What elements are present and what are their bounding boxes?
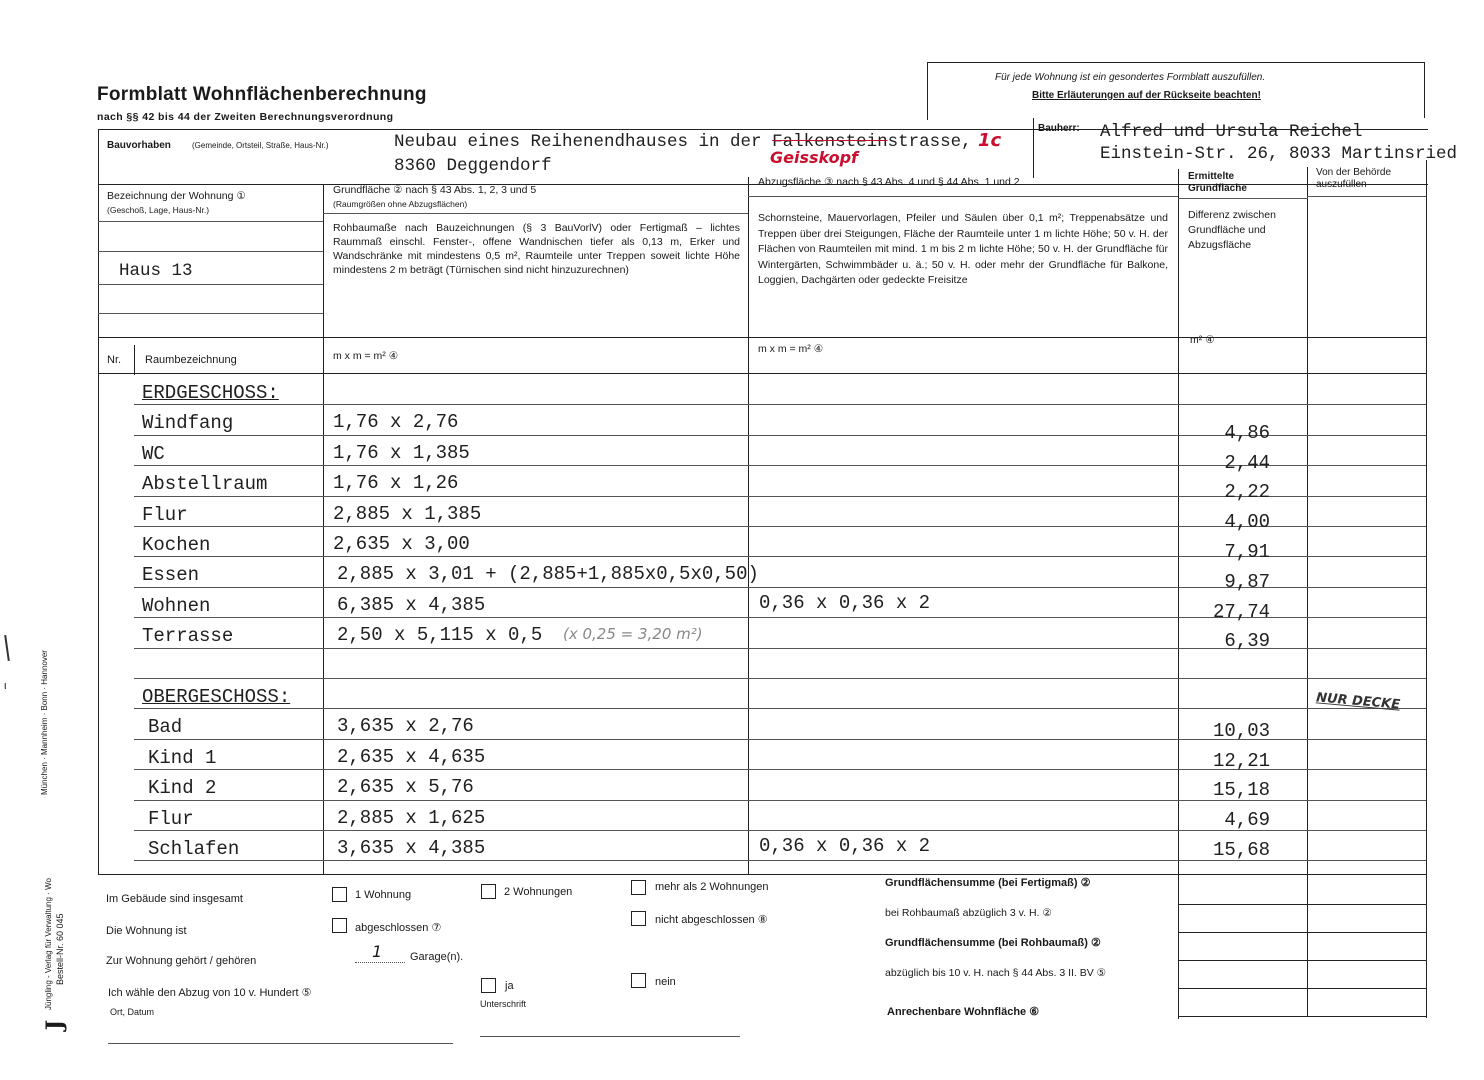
room-name: Kochen: [142, 534, 211, 556]
bauherr-address: Einstein-Str. 26, 8033 Martinsried: [1100, 144, 1458, 164]
sum-fertig-label: Grundflächensumme (bei Fertigmaß) ②: [885, 877, 1091, 889]
grund-header-line: [323, 213, 748, 214]
room-name: Kind 1: [148, 746, 217, 769]
behoerde-header-line: [1307, 196, 1426, 197]
col-divider-behoerde: [1307, 167, 1308, 1017]
gebaeude-label: Im Gebäude sind insgesamt: [106, 893, 243, 905]
area-value: 15,68: [1212, 839, 1270, 861]
notice-box-top: [927, 62, 1425, 63]
wohnung-line-2: [98, 251, 323, 252]
checkbox-2-wohnungen[interactable]: [481, 884, 496, 899]
abzug-calc: 0,36 x 0,36 x 2: [759, 835, 931, 857]
checkbox-nicht-abgeschlossen[interactable]: [631, 911, 646, 926]
grund-calc: 6,385 x 4,385: [337, 593, 486, 616]
grund-calc: 2,885 x 1,625: [337, 806, 486, 829]
area-value: 2,22: [1224, 481, 1270, 504]
wohnung-line-1: [98, 221, 323, 222]
summary-line-1: [1178, 904, 1426, 905]
hdr-raum: Raumbezeichnung: [145, 354, 237, 366]
grund-calc: 2,50 x 5,115 x 0,5: [337, 624, 543, 647]
opt-abgeschlossen: abgeschlossen ⑦: [355, 922, 442, 934]
summary-line-4: [1178, 988, 1426, 989]
checkbox-abgeschlossen[interactable]: [332, 918, 347, 933]
publisher-cities: München · Mannheim · Bonn · Hannover: [40, 650, 49, 795]
room-name: Schlafen: [148, 838, 240, 860]
area-value: 2,44: [1224, 451, 1270, 474]
notice-text-2: Bitte Erläuterungen auf der Rückseite beachten!: [1032, 90, 1261, 101]
notice-text-1: Für jede Wohnung ist ein gesondertes Formblatt auszufüllen.: [995, 72, 1266, 83]
room-name: Flur: [142, 503, 188, 526]
unterschrift-line: [480, 1036, 740, 1037]
area-value: 4,86: [1224, 421, 1270, 444]
opt-1-wohnung: 1 Wohnung: [355, 889, 412, 901]
bauvorhaben-line1-end: strasse,: [887, 132, 972, 152]
hdr-nr: Nr.: [107, 354, 122, 366]
bauvorhaben-label: Bauvorhaben: [107, 140, 171, 151]
floor-heading: ERDGESCHOSS:: [142, 382, 279, 404]
table-bottom-line: [98, 874, 1426, 875]
opt-nein: nein: [655, 976, 676, 988]
garage-count-line: [355, 962, 405, 963]
area-value: 4,00: [1224, 511, 1270, 534]
checkbox-ja[interactable]: [481, 978, 496, 993]
grund-calc: 3,635 x 4,385: [337, 837, 486, 859]
bauvorhaben-handwritten-number: 1c: [978, 130, 1002, 151]
col-grund-label: Grundfläche ② nach § 43 Abs. 1, 2, 3 und 5: [333, 184, 537, 196]
grund-calc: 3,635 x 2,76: [337, 715, 474, 738]
opt-ja: ja: [505, 980, 514, 992]
area-value: 9,87: [1224, 570, 1270, 593]
col-grund-text: Rohbaumaße nach Bauzeichnungen (§ 3 BauVorlV) oder Fertigmaß – lichtes Raummaß einschl. Fenster-, offene Wandnischen tiefer als 0,13 m, Erker und Wandschränke mit mindestens 0,5 m², Raumteile unter Treppen soweit lichte Höhe mindestens 2 m beträgt (Türnischen sind nicht hinzuzurechnen): [333, 222, 740, 276]
row-line: [134, 708, 1426, 709]
col-wohnung-label: Bezeichnung der Wohnung ①: [107, 190, 246, 202]
hdr-mxm-grund: m x m = m² ④: [333, 350, 399, 362]
nr-divider: [134, 345, 135, 375]
area-value: 12,21: [1212, 749, 1270, 772]
grund-calc: 2,635 x 3,00: [333, 533, 470, 555]
room-name: WC: [142, 442, 165, 465]
summary-line-2: [1178, 932, 1426, 933]
sum-rohbau-label: Grundflächensumme (bei Rohbaumaß) ②: [885, 937, 1101, 949]
grund-calc: 2,885 x 1,385: [333, 502, 482, 525]
summary-line-3: [1178, 960, 1426, 961]
col-behoerde-label: Von der Behörde auszufüllen: [1316, 167, 1392, 190]
room-name: Flur: [148, 807, 194, 830]
wohnung-value: Haus 13: [119, 261, 193, 281]
order-number: Bestell-Nr. 60 045: [55, 913, 65, 985]
behoerde-handwritten-note: NUR DECKE: [1315, 690, 1401, 713]
bauvorhaben-hint: (Gemeinde, Ortsteil, Straße, Haus-Nr.): [192, 141, 329, 150]
area-value: 7,91: [1224, 541, 1270, 563]
hdr-mxm-abzug: m x m = m² ④: [758, 343, 824, 355]
garage-label-post: Garage(n).: [410, 951, 464, 963]
grund-calc: 2,885 x 3,01 + (2,885+1,885x0,5x0,50): [337, 563, 759, 586]
col-grund-hint: (Raumgrößen ohne Abzugsflächen): [333, 199, 468, 209]
room-name: Kind 2: [148, 777, 217, 800]
room-name: Terrasse: [142, 625, 234, 648]
ort-datum-label: Ort, Datum: [110, 1007, 155, 1017]
abzug-calc: 0,36 x 0,36 x 2: [759, 591, 931, 614]
floor-heading: OBERGESCHOSS:: [142, 686, 291, 708]
col-wohnung-hint: (Geschoß, Lage, Haus-Nr.): [107, 205, 210, 215]
form-subtitle: nach §§ 42 bis 44 der Zweiten Berechnungsverordnung: [97, 111, 394, 123]
grund-calc: 1,76 x 1,26: [333, 472, 459, 495]
area-value: 6,39: [1224, 630, 1270, 653]
row-line: [134, 678, 1426, 679]
checkbox-nein[interactable]: [631, 973, 646, 988]
notice-box-right: [1424, 62, 1425, 118]
col-ermittelt-label: Ermittelte Grundfläche: [1188, 171, 1247, 194]
ermittelt-header-line: [1178, 198, 1308, 199]
garage-count: 1: [372, 942, 383, 961]
anrechenbar-label: Anrechenbare Wohnfläche ⑥: [887, 1006, 1040, 1018]
terrasse-note: (x 0,25 = 3,20 m²): [563, 625, 703, 644]
checkbox-mehr-wohnungen[interactable]: [631, 880, 646, 895]
col-ermittelt-text: Differenz zwischen Grundfläche und Abzugsfläche: [1188, 209, 1276, 251]
form-title: Formblatt Wohnflächenberechnung: [97, 84, 427, 105]
garage-label: Zur Wohnung gehört / gehören: [106, 955, 257, 967]
abzug-wahl-label: Ich wähle den Abzug von 10 v. Hundert ⑤: [108, 987, 312, 999]
ort-datum-line: [108, 1043, 453, 1044]
bauvorhaben-address-line2: 8360 Deggendorf: [394, 156, 552, 176]
abzug-header-line: [748, 196, 1178, 197]
row-line: [134, 404, 1426, 405]
wohnung-line-3: [98, 284, 323, 285]
grund-calc: 2,635 x 5,76: [337, 776, 474, 799]
unterschrift-label: Unterschrift: [480, 999, 527, 1009]
area-value: 27,74: [1212, 600, 1270, 623]
area-value: 4,69: [1224, 809, 1270, 832]
bauvorhaben-handwritten-correction: Geisskopf: [770, 148, 858, 167]
rohbau-abzug-label: bei Rohbaumaß abzüglich 3 v. H. ②: [885, 907, 1052, 919]
room-name: Windfang: [142, 412, 234, 435]
area-value: 15,18: [1212, 779, 1270, 802]
margin-mark-small: ι: [4, 680, 7, 692]
bauherr-name: Alfred und Ursula Reichel: [1100, 122, 1363, 142]
subheader-top-line: [98, 337, 1426, 338]
abzug-10-label: abzüglich bis 10 v. H. nach § 44 Abs. 3 II. BV ⑤: [885, 967, 1107, 979]
col-divider-grund: [323, 184, 324, 875]
publisher-logo: J: [42, 1019, 69, 1031]
room-name: Bad: [148, 716, 183, 739]
notice-box-left: [927, 62, 928, 120]
opt-2-wohnungen: 2 Wohnungen: [504, 886, 573, 898]
bauherr-label: Bauherr:: [1038, 123, 1080, 134]
col-abzug-text: Schornsteine, Mauervorlagen, Pfeiler und Säulen über 0,1 m²; Treppenabsätze und Treppen über drei Steigungen, Fläche der Raumteile unter 1 m lichte Höhe; 50 v. H. der Flächen von Raumteilen mit mind. 1 m bis 2 m lichte Höhe; 50 v. H. der Grundfläche für Wintergärten, Schwimmbäder u. ä.; 50 v. H. oder mehr der Grundfläche für Balkone, Loggien, Dachgärten oder gedeckte Freisitze: [758, 212, 1168, 286]
wohnung-line-4: [98, 313, 323, 314]
opt-nicht-abgeschlossen: nicht abgeschlossen ⑧: [655, 914, 768, 926]
table-left-line: [98, 129, 99, 875]
subheader-bottom-line: [98, 373, 1426, 374]
bauvorhaben-struck-text: Falkenstein: [772, 132, 888, 152]
opt-mehr-wohnungen: mehr als 2 Wohnungen: [655, 881, 769, 893]
col-right-edge: [1426, 160, 1427, 1018]
checkbox-1-wohnung[interactable]: [332, 887, 347, 902]
wohnung-ist-label: Die Wohnung ist: [106, 925, 187, 937]
room-name: Essen: [142, 564, 200, 587]
grund-calc: 1,76 x 2,76: [333, 411, 459, 434]
room-name: Abstellraum: [142, 473, 268, 496]
margin-mark: [4, 635, 10, 661]
hdr-m2: m² ④: [1190, 334, 1215, 346]
publisher-name: Jüngling - Verlag für Verwaltung · Wo: [44, 878, 53, 1010]
summary-line-5: [1178, 1016, 1426, 1017]
bauvorhaben-line1-start: Neubau eines Reihenendhauses in der: [394, 132, 773, 152]
bauherr-divider: [1033, 118, 1034, 178]
area-value: 10,03: [1212, 719, 1270, 742]
grund-calc: 2,635 x 4,635: [337, 745, 486, 768]
col-abzug-label: Abzugsfläche ③ nach § 43 Abs. 4 und § 44 Abs. 1 und 2: [758, 176, 1020, 188]
bauvorhaben-address-line1: [394, 132, 972, 152]
room-name: Wohnen: [142, 594, 211, 617]
col-divider-ermittelt: [1178, 169, 1179, 1019]
grund-calc: 1,76 x 1,385: [333, 441, 470, 464]
